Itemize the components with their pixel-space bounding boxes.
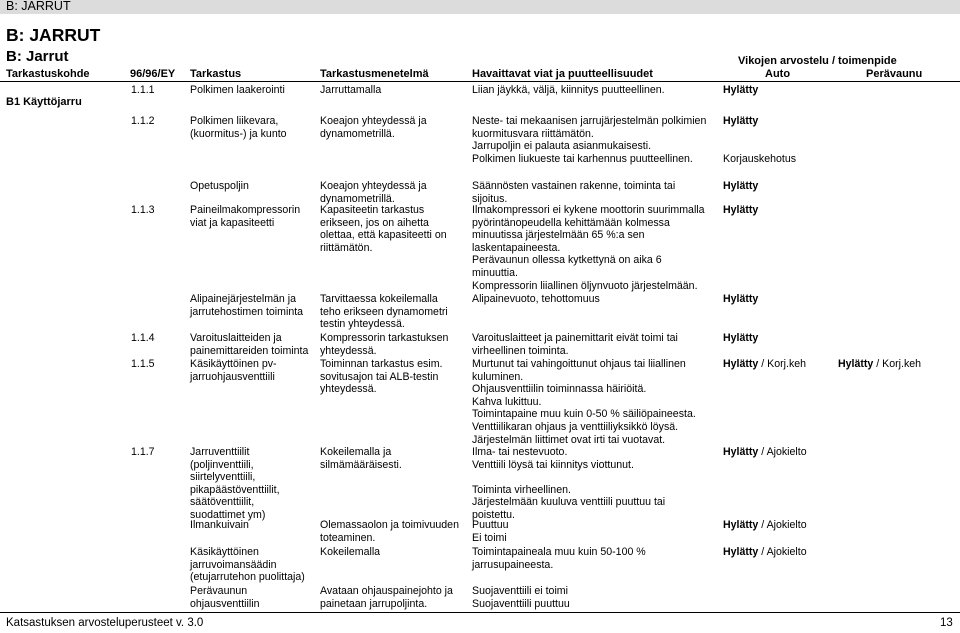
row-10-item: [190, 546, 305, 584]
row-4-defects-line: Ilmakompressori ei kykene moottorin suurimmalla: [472, 204, 705, 216]
row-2-defects: [472, 115, 706, 165]
row-1-method: [320, 84, 381, 97]
row-4-method-line: erikseen, jos on aihetta: [320, 216, 429, 229]
col-header-method: Tarkastusmenetelmä: [320, 68, 429, 80]
row-7-num-line: 1.1.5: [131, 358, 155, 370]
row-8-method-line: Kokeilemalla ja: [320, 446, 392, 458]
row-6-item-line: painemittareiden toiminta: [190, 344, 309, 357]
row-11-item-line: Perävaunun: [190, 585, 248, 597]
row-8-item-line: pikapäästöventtiilit,: [190, 483, 280, 496]
row-1-defects-line: Liian jäykkä, väljä, kiinnitys puutteellinen.: [472, 84, 665, 96]
row-4-defects-line: laskentapaineesta.: [472, 241, 561, 254]
status-rejected: Hylätty: [838, 358, 874, 370]
row-4-defects: [472, 204, 705, 292]
row-9-method-line: Olemassaolon ja toimivuuden: [320, 519, 459, 531]
row-8-method: [320, 446, 402, 471]
row-4-auto: [723, 204, 758, 217]
row-10-defects: [472, 546, 646, 571]
row-1-item-line: Polkimen laakerointi: [190, 84, 285, 96]
row-8-defects-line: Ilma- tai nestevuoto.: [472, 446, 568, 458]
row-7-method-line: Toiminnan tarkastus esim.: [320, 358, 443, 370]
row-3-method: [320, 180, 427, 205]
row-4-defects-line: Perävaunun ollessa kytkettynä on aika 6: [472, 254, 662, 267]
row-2-defects-line: Jarrupoljin ei palauta asianmukaisesti.: [472, 140, 652, 153]
row-6-defects: [472, 332, 678, 357]
row-5-auto: [723, 293, 758, 306]
row-3-defects-line: Säännösten vastainen rakenne, toiminta tai: [472, 180, 676, 192]
row-10-item-line: (etujarrutehon puolittaja): [190, 571, 305, 584]
row-3-auto-line: [723, 180, 758, 193]
row-10-defects-line: Toimintapaineala muu kuin 50-100 %: [472, 546, 646, 558]
row-1-defects: [472, 84, 665, 97]
row-4-defects-line: minuutissa järjestelmään 65 %:a sen: [472, 229, 645, 242]
row-10-auto-line: Hylätty / Ajokielto: [723, 546, 807, 558]
row-10-method: [320, 546, 380, 559]
row-5-method-line: teho erikseen dynamometri: [320, 305, 448, 318]
row-5-item-line: Alipainejärjestelmän ja: [190, 293, 296, 305]
col-header-auto: Auto: [765, 68, 791, 80]
row-4-num: [131, 204, 155, 217]
row-9-method-line: toteaminen.: [320, 531, 376, 544]
row-2-item: [190, 115, 287, 140]
row-7-defects-line: Ohjausventtiilin toiminnassa häiriöitä.: [472, 383, 647, 396]
row-11-item-line: ohjausventtiilin: [190, 597, 260, 610]
row-8-item-line: Jarruventtiilit: [190, 446, 250, 458]
row-10-item-line: jarruvoimansäädin: [190, 558, 277, 571]
row-8-item-line: (poljinventtiili,: [190, 458, 254, 471]
header-rule: [0, 81, 960, 82]
row-5-item-line: jarrutehostimen toiminta: [190, 305, 304, 318]
row-9-item: [190, 519, 249, 532]
row-7-defects: [472, 358, 696, 446]
row-3-auto: [723, 180, 758, 193]
row-4-item-line: Paineilmakompressorin: [190, 204, 301, 216]
row-2-num-line: 1.1.2: [131, 115, 155, 127]
status-rejected: Hylätty: [723, 519, 759, 531]
row-2-method-line: Koeajon yhteydessä ja: [320, 115, 427, 127]
window-header-bar: [0, 0, 960, 14]
row-1-auto: [723, 84, 758, 97]
row-8-defects-line: Toiminta virheellinen.: [472, 483, 571, 496]
row-7-item-line: Käsikäyttöinen pv-: [190, 358, 277, 370]
row-6-num: [131, 332, 155, 345]
row-5-defects: [472, 293, 600, 306]
col-header-defects: Havaittavat viat ja puutteellisuudet: [472, 68, 653, 80]
status-rejected: Hylätty: [723, 332, 759, 344]
row-7-trailer-line: Hylätty / Korj.keh: [838, 358, 922, 370]
footer-text: Katsastuksen arvosteluperusteet v. 3.0: [6, 617, 204, 629]
row-7-defects-line: Järjestelmän liittimet ovat irti tai vuotavat.: [472, 433, 666, 446]
row-2-defects-line: kuormitusvara riittämätön.: [472, 127, 594, 140]
row-11-method-line: painetaan jarrupoljinta.: [320, 597, 428, 610]
row-1-num-line: 1.1.1: [131, 84, 155, 96]
row-6-item-line: Varoituslaitteiden ja: [190, 332, 282, 344]
row-2-auto: [723, 115, 796, 165]
page-title: B: JARRUT: [6, 25, 101, 45]
row-8-item: [190, 446, 280, 522]
row-8-defects-line: Järjestelmään kuuluva venttiili puuttuu tai: [472, 496, 666, 509]
row-4-defects-line: minuuttia.: [472, 266, 518, 279]
row-4-num-line: 1.1.3: [131, 204, 155, 216]
row-10-item-line: Käsikäyttöinen: [190, 546, 259, 558]
row-7-trailer: [838, 358, 921, 371]
row-2-item-line: Polkimen liikevara,: [190, 115, 279, 127]
row-7-item-line: jarruohjausventtiili: [190, 370, 275, 383]
col-header-directive: 96/96/EY: [130, 68, 176, 80]
row-2-auto-line: [723, 140, 796, 153]
row-11-defects-line: Suojaventtiili ei toimi: [472, 585, 568, 597]
row-9-defects: [472, 519, 509, 544]
row-8-item-line: suodattimet ym): [190, 508, 266, 521]
row-4-method-line: riittämätön.: [320, 241, 373, 254]
row-9-method: [320, 519, 459, 544]
col-header-trailer: Perävaunu: [866, 68, 923, 80]
row-8-auto-line: Hylätty / Ajokielto: [723, 446, 807, 458]
window-title: B: JARRUT: [6, 0, 71, 13]
footer-rule: [0, 612, 960, 613]
row-4-method: [320, 204, 447, 254]
row-7-defects-line: Venttiilikaran ohjaus ja venttiiliyksikkö löysä.: [472, 420, 679, 433]
row-6-auto-line: [723, 332, 758, 345]
row-3-method-line: Koeajon yhteydessä ja: [320, 180, 427, 192]
row-6-method-line: yhteydessä.: [320, 344, 377, 357]
row-8-defects: [472, 446, 665, 522]
row-5-method-line: testin yhteydessä.: [320, 318, 405, 331]
row-1-num: [131, 84, 155, 97]
row-6-defects-line: Varoituslaitteet ja painemittarit eivät toimi tai: [472, 332, 678, 344]
row-6-num-line: 1.1.4: [131, 332, 155, 344]
row-7-defects-line: Kahva lukittuu.: [472, 395, 542, 408]
row-8-auto: [723, 446, 807, 459]
row-8-num-line: 1.1.7: [131, 446, 155, 458]
row-7-method-line: yhteydessä.: [320, 383, 377, 396]
status-rejected: Hylätty: [723, 180, 759, 192]
row-7-method: [320, 358, 442, 396]
row-4-item-line: viat ja kapasiteetti: [190, 216, 275, 229]
section-label: B1 Käyttöjarru: [6, 96, 82, 108]
row-2-method: [320, 115, 427, 140]
row-8-item-line: säätöventtiilit,: [190, 496, 255, 509]
row-7-defects-line: Toimintapaine muu kuin 0-50 % säiliöpaineesta.: [472, 408, 696, 421]
row-2-defects-line: Neste- tai mekaanisen jarrujärjestelmän polkimien: [472, 115, 707, 127]
row-4-defects-line: pyörintänopeudella kehittämään kolmessa: [472, 216, 670, 229]
status-rejected: Hylätty: [723, 84, 759, 96]
row-5-defects-line: Alipainevuoto, tehottomuus: [472, 293, 600, 305]
row-3-item: [190, 180, 249, 193]
row-11-defects: [472, 585, 570, 610]
page-number: 13: [940, 617, 953, 629]
row-11-item: [190, 585, 260, 610]
row-7-auto-line: Hylätty / Korj.keh: [723, 358, 807, 370]
row-7-num: [131, 358, 155, 371]
row-7-defects-line: kuluminen.: [472, 370, 524, 383]
row-1-method-line: Jarruttamalla: [320, 84, 382, 96]
row-5-method-line: Tarvittaessa kokeilemalla: [320, 293, 438, 305]
row-4-defects-line: Kompressorin liiallinen öljynvuoto järjestelmään.: [472, 279, 698, 292]
row-10-method-line: Kokeilemalla: [320, 546, 381, 558]
row-4-item: [190, 204, 300, 229]
row-3-defects-line: sijoitus.: [472, 192, 508, 205]
status-rejected: Hylätty: [723, 358, 759, 370]
row-8-num: [131, 446, 155, 459]
row-3-item-line: Opetuspoljin: [190, 180, 249, 192]
status-rejected: Hylätty: [723, 293, 759, 305]
row-7-defects-line: Murtunut tai vahingoittunut ohjaus tai liiallinen: [472, 358, 686, 370]
row-11-method-line: Avataan ohjauspainejohto ja: [320, 585, 453, 597]
status-rejected: Hylätty: [723, 546, 759, 558]
row-1-item: [190, 84, 285, 97]
row-1-auto-line: [723, 84, 758, 97]
row-2-auto-line: Korjauskehotus: [723, 152, 797, 165]
row-3-defects: [472, 180, 675, 205]
row-9-item-line: Ilmankuivain: [190, 519, 249, 531]
row-9-defects-line: Puuttuu: [472, 519, 509, 531]
row-2-num: [131, 115, 155, 128]
row-9-auto: [723, 519, 807, 532]
row-2-auto-line: [723, 128, 796, 141]
row-4-method-line: olettaa, että kapasiteetti on: [320, 229, 447, 242]
row-6-method-line: Kompressorin tarkastuksen: [320, 332, 449, 344]
row-8-defects-line: [472, 471, 665, 484]
row-2-auto-line: [723, 115, 796, 128]
status-rejected: Hylätty: [723, 115, 759, 127]
row-6-item: [190, 332, 308, 357]
evaluation-heading: Vikojen arvostelu / toimenpide: [738, 55, 897, 67]
col-header-tarkastus: Tarkastus: [190, 68, 242, 80]
row-10-defects-line: jarrusupaineesta.: [472, 558, 554, 571]
row-8-defects-line: Venttiili löysä tai kiinnitys viottunut.: [472, 458, 634, 471]
row-7-method-line: sovitusajon tai ALB-testin: [320, 370, 439, 383]
row-6-defects-line: virheellinen toiminta.: [472, 344, 569, 357]
row-11-defects-line: Suojaventtiili puuttuu: [472, 597, 570, 610]
row-8-defects-line: poistettu.: [472, 508, 515, 521]
row-5-method: [320, 293, 448, 331]
row-3-method-line: dynamometrillä.: [320, 192, 395, 205]
row-8-method-line: silmämääräisesti.: [320, 458, 402, 471]
row-8-item-line: siirtelyventtiili,: [190, 471, 256, 484]
row-9-defects-line: Ei toimi: [472, 531, 507, 544]
status-rejected: Hylätty: [723, 204, 759, 216]
row-2-method-line: dynamometrillä.: [320, 127, 395, 140]
row-4-auto-line: [723, 204, 758, 217]
row-10-auto: [723, 546, 807, 559]
row-2-defects-line: Polkimen liukueste tai karhennus puutteellinen.: [472, 152, 693, 165]
status-rejected: Hylätty: [723, 446, 759, 458]
row-2-item-line: (kuormitus-) ja kunto: [190, 127, 287, 140]
row-6-method: [320, 332, 448, 357]
row-5-item: [190, 293, 303, 318]
row-4-method-line: Kapasiteetin tarkastus: [320, 204, 425, 216]
page-subtitle: B: Jarrut: [6, 48, 69, 65]
row-5-auto-line: [723, 293, 758, 306]
row-9-auto-line: Hylätty / Ajokielto: [723, 519, 807, 531]
row-7-item: [190, 358, 277, 383]
row-6-auto: [723, 332, 758, 345]
col-header-kohde: Tarkastuskohde: [6, 68, 90, 80]
row-7-auto: [723, 358, 806, 371]
row-11-method: [320, 585, 453, 610]
